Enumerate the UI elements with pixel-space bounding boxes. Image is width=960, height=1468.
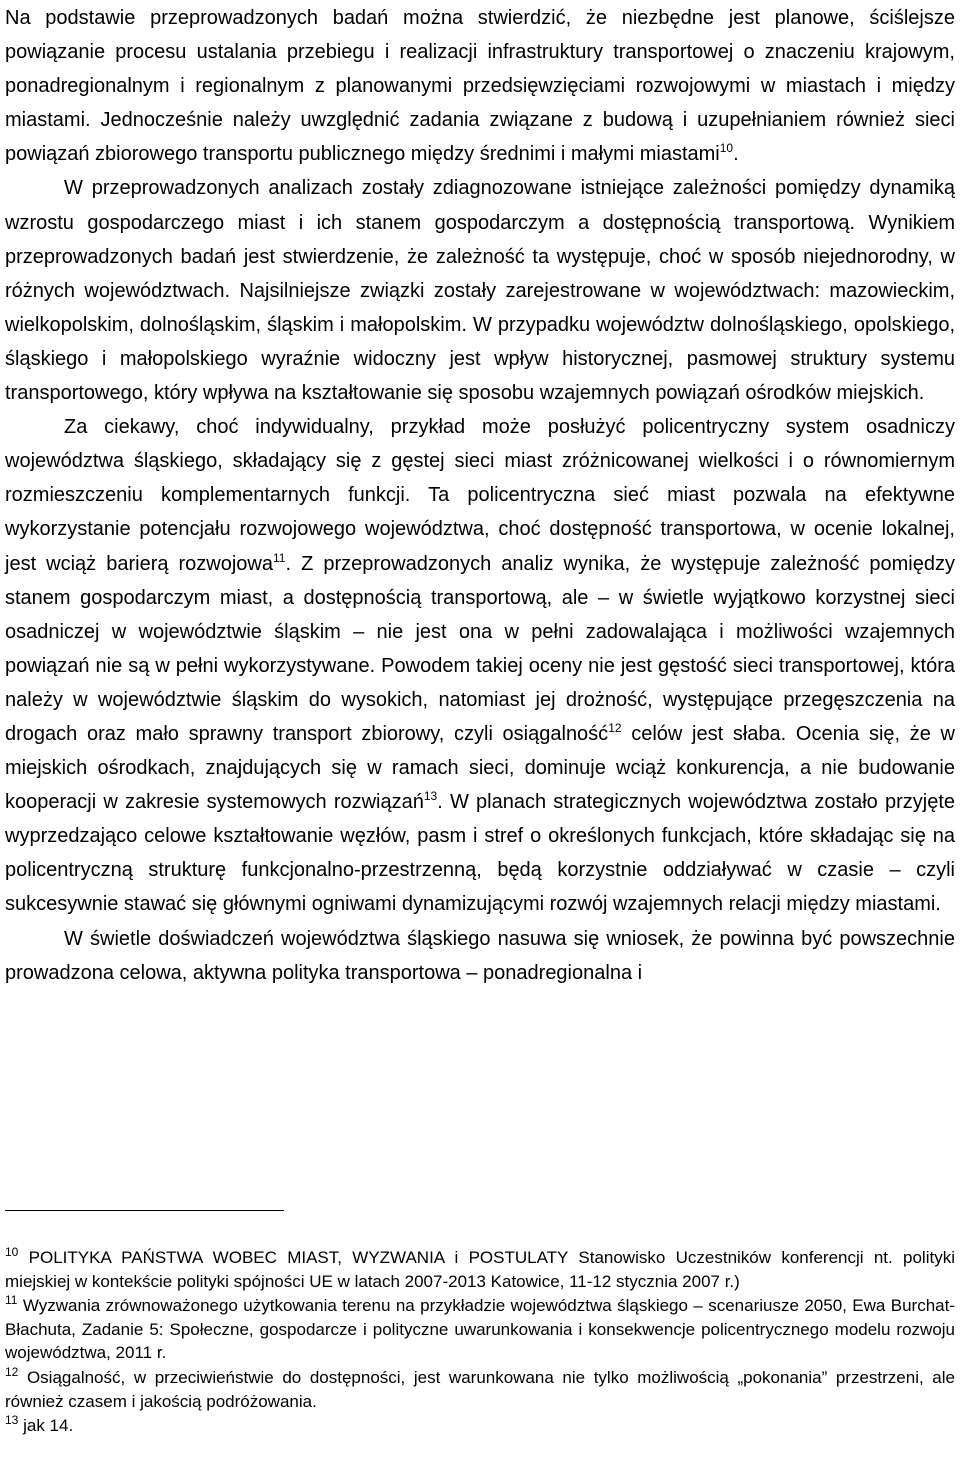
footnote-separator — [5, 1210, 284, 1211]
paragraph-text: . Z przeprowadzonych analiz wynika, że występuje zależność pomiędzy stanem gospodarczym miast, a dostępnością transportową, ale – w świetle wyjątkowo korzystnej sieci osadniczej w województwie śląskim – nie jest ona w pełni zadowalająca i możliwości wzajemnych powiązań nie są w pełni wykorzystywane. Powodem takiej oceny nie jest gęstość sieci transportowej, która należy w województwie śląskim do wysokich, natomiast jej drożność, występujące przegęszczenia na drogach oraz mało sprawny transport zbiorowy, czyli osiągalność — [5, 552, 955, 745]
paragraph-2 — [5, 171, 955, 410]
footnote-text: Wyzwania zrównoważonego użytkowania terenu na przykładzie województwa śląskiego – scenariusze 2050, Ewa Burchat-Błachuta, Zadanie 5: Społeczne, gospodarcze i polityczne uwarunkowania i konsekwencje policentrycznego modelu rozwoju województwa, 2011 r. — [5, 1296, 955, 1363]
footnote-13 — [5, 1414, 955, 1438]
paragraph-4 — [5, 922, 955, 990]
footnotes — [5, 1246, 955, 1439]
paragraph-text: celów jest słaba. Ocenia się, że w miejskich ośrodkach, znajdujących się w ramach sieci, dominuje wciąż konkurencja, a nie budowanie kooperacji w zakresie systemowych rozwiązań — [5, 722, 955, 814]
paragraph-text: . — [733, 143, 739, 166]
body-text — [5, 0, 955, 990]
paragraph-text: Na podstawie przeprowadzonych badań można stwierdzić, że niezbędne jest planowe, ściślejsze powiązanie procesu ustalania przebiegu i realizacji infrastruktury transportowej o znaczeniu krajowym, ponadregionalnym i regionalnym z planowanymi przedsięwzięciami rozwojowymi w miastach i między miastami. Jednocześnie należy uwzględnić zadania związane z budową i uzupełnianiem również sieci powiązań zbiorowego transportu publicznego między średnimi i małymi miastami — [5, 7, 955, 166]
document-page — [5, 0, 955, 1436]
footnote-number: 13 — [5, 1413, 19, 1428]
footnote-11 — [5, 1294, 955, 1365]
footnote-10 — [5, 1246, 955, 1293]
footnote-number: 12 — [5, 1364, 19, 1379]
footnote-ref-10[interactable]: 10 — [719, 141, 734, 156]
paragraph-text: Za ciekawy, choć indywidualny, przykład może posłużyć policentryczny system osadniczy województwa śląskiego, składający się z gęstej sieci miast zróżnicowanej wielkości i o równomiernym rozmieszczeniu komplementarnych funkcji. Ta policentryczna sieć miast pozwala na efektywne wykorzystanie potencjału rozwojowego województwa, choć dostępność transportowa, w ocenie lokalnej, jest wciąż barierą rozwojowa — [5, 416, 955, 575]
paragraph-1 — [5, 1, 955, 171]
footnote-number: 11 — [5, 1293, 18, 1308]
paragraph-text: W przeprowadzonych analizach zostały zdiagnozowane istniejące zależności pomiędzy dynamiką wzrostu gospodarczego miast i ich stanem gospodarczym a dostępnością transportową. Wynikiem przeprowadzonych badań jest stwierdzenie, że zależność ta występuje, choć w sposób niejednorodny, w różnych województwach. Najsilniejsze związki zostały zarejestrowane w województwach: mazowieckim, wielkopolskim, dolnośląskim, śląskim i małopolskim. W przypadku województw dolnośląskiego, opolskiego, śląskiego i małopolskiego wyraźnie widoczny jest wpływ historycznej, pasmowej struktury systemu transportowego, który wpływa na kształtowanie się sposobu wzajemnych powiązań ośrodków miejskich. — [5, 177, 955, 405]
footnote-12 — [5, 1366, 955, 1413]
footnote-ref-13[interactable]: 13 — [423, 789, 438, 804]
paragraph-text: W świetle doświadczeń województwa śląskiego nasuwa się wniosek, że powinna być powszechnie prowadzona celowa, aktywna polityka transportowa – ponadregionalna i — [5, 927, 955, 984]
footnote-text: POLITYKA PAŃSTWA WOBEC MIAST, WYZWANIA i POSTULATY Stanowisko Uczestników konferencji nt. polityki miejskiej w kontekście polityki spójności UE w latach 2007-2013 Katowice, 11-12 stycznia 2007 r.) — [5, 1248, 955, 1291]
footnote-text: Osiągalność, w przeciwieństwie do dostępności, jest warunkowana nie tylko możliwością „pokonania” przestrzeni, ale również czasem i jakością podróżowania. — [5, 1367, 955, 1411]
footnote-number: 10 — [5, 1245, 19, 1259]
paragraph-3 — [5, 410, 955, 921]
footnote-ref-12[interactable]: 12 — [608, 720, 622, 735]
footnote-ref-11[interactable]: 11 — [273, 550, 286, 565]
footnote-text: jak 14. — [18, 1416, 74, 1436]
paragraph-text: . W planach strategicznych województwa zostało przyjęte wyprzedzająco celowe kształtowanie węzłów, pasm i stref o określonych funkcjach, które składając się na policentryczną strukturę funkcjonalno-przestrzenną, będą korzystnie oddziaływać w czasie – czyli sukcesywnie stawać się głównymi ogniwami dynamizującymi rozwój wzajemnych relacji między miastami. — [5, 791, 955, 916]
